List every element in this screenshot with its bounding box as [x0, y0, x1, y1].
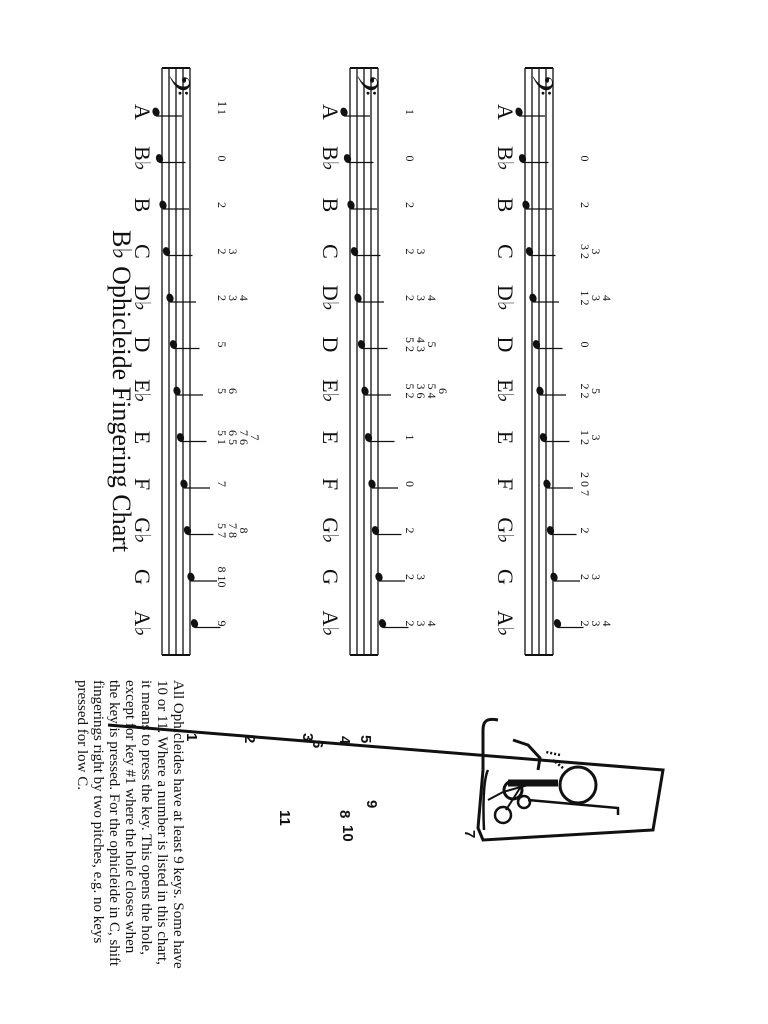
- key-9-cup: [495, 807, 511, 823]
- fingering-number: 5 4: [425, 383, 439, 399]
- staves: [130, 68, 614, 655]
- fingering-number: 2: [215, 295, 229, 301]
- fingering-number: 4: [600, 620, 614, 627]
- note-name: B♭: [493, 145, 518, 172]
- fingering-number: 3: [414, 574, 428, 580]
- fingering-number: 3: [226, 295, 240, 301]
- fingering-number: 0: [578, 341, 592, 348]
- note-name: C: [493, 244, 518, 259]
- note-name: E: [130, 430, 155, 445]
- fingering-number: 3: [589, 248, 603, 255]
- note-name: F: [130, 477, 155, 491]
- fingering-number: 5: [425, 341, 439, 348]
- key-3-lever: [513, 740, 540, 770]
- note-name: G♭: [130, 517, 155, 544]
- fingering-number: 1 2: [578, 430, 592, 445]
- note-name: G♭: [318, 517, 343, 544]
- fingering-number: 4: [600, 295, 614, 301]
- note-name: D♭: [318, 284, 343, 312]
- fingering-number: 7 6: [237, 430, 251, 445]
- fingering-number: 5 2: [403, 383, 417, 399]
- fingering-number: 2: [578, 574, 592, 580]
- staff-prefix-number: 1: [215, 100, 230, 108]
- fingering-number: 2: [215, 202, 229, 208]
- fingering-number: 3 6: [414, 383, 428, 399]
- fingering-number: 2: [403, 574, 417, 580]
- fingering-number: 1: [215, 109, 229, 115]
- fingering-number: 3: [414, 248, 428, 255]
- note-name: D: [130, 336, 155, 353]
- fingering-number: 2: [403, 248, 417, 255]
- fingering-number: 7: [248, 434, 262, 441]
- fingering-number: 5: [589, 388, 603, 394]
- fingering-number: 2 2: [578, 383, 592, 399]
- key-label-5: 5: [357, 735, 374, 744]
- note-name: G♭: [493, 517, 518, 544]
- fingering-number: 5 2: [403, 337, 417, 352]
- note-name: D♭: [130, 284, 155, 312]
- note-name: A: [130, 104, 155, 120]
- fingering-number: 7 8: [226, 523, 240, 538]
- fingering-number: 5 7: [215, 523, 229, 538]
- note-name: E♭: [130, 379, 155, 403]
- fingering-number: 9: [215, 620, 229, 627]
- fingering-number: 1: [403, 109, 417, 115]
- fingering-number: 3: [414, 620, 428, 627]
- fingering-number: 4 3: [414, 337, 428, 352]
- fingering-number: 3: [589, 295, 603, 301]
- note-name: A: [318, 104, 343, 120]
- staff-2: [318, 68, 450, 655]
- fingering-number: 1 2: [578, 290, 592, 306]
- note-name: A: [493, 104, 518, 120]
- note-name: B♭: [130, 145, 155, 172]
- fingering-number: 6: [226, 388, 240, 394]
- bass-clef-icon: 𝄢: [519, 74, 556, 96]
- chart-title: B♭ Ophicleide Fingering Chart: [107, 230, 136, 553]
- note-name: B♭: [318, 145, 343, 172]
- note-name: B: [318, 197, 343, 213]
- fingering-number: 3: [414, 295, 428, 301]
- note-name: E: [318, 430, 343, 445]
- fingering-number: 2: [215, 248, 229, 255]
- fingering-number: 3: [589, 620, 603, 627]
- ophicleide-bore: [483, 770, 618, 830]
- note-name: E♭: [493, 379, 518, 403]
- note-name: B: [130, 197, 155, 213]
- fingering-number: 5 1: [215, 430, 229, 445]
- fingering-number: 3: [589, 574, 603, 580]
- fingering-number: 1: [403, 434, 417, 441]
- fingering-number: 7: [215, 481, 229, 487]
- fingering-number: 4: [425, 295, 439, 301]
- note-name: G: [130, 569, 155, 585]
- fingering-number: 2: [403, 620, 417, 627]
- note-name: D♭: [493, 284, 518, 312]
- note-name: F: [493, 477, 518, 491]
- fingering-number: 8 10: [215, 566, 229, 588]
- note-name: C: [130, 244, 155, 259]
- bass-clef-icon: 𝄢: [344, 74, 381, 96]
- fingering-number: 2 0 7: [578, 472, 592, 496]
- key-label-8: 8: [336, 810, 353, 819]
- note-name: A♭: [493, 610, 518, 637]
- fingering-number: 4: [237, 295, 251, 301]
- fingering-number: 5: [215, 341, 229, 348]
- fingering-number: 8: [237, 527, 251, 534]
- key-label-6: 6: [309, 740, 326, 749]
- fingering-number: 2: [403, 527, 417, 534]
- note-name: F: [318, 477, 343, 491]
- key-label-7: 7: [461, 830, 478, 839]
- fingering-number: 6: [436, 388, 450, 394]
- note-name: A♭: [318, 610, 343, 637]
- note-name: E♭: [318, 379, 343, 403]
- fingering-number: 2: [403, 202, 417, 208]
- note-name: A♭: [130, 610, 155, 637]
- key-1-cup: [560, 767, 596, 803]
- note-name: G: [493, 569, 518, 585]
- note-name: B: [493, 197, 518, 213]
- note-name: E: [493, 430, 518, 445]
- staff-1: [130, 68, 262, 655]
- key-label-9: 9: [363, 800, 380, 809]
- staff-3: [493, 68, 614, 655]
- fingering-number: 3: [226, 248, 240, 255]
- fingering-number: 0: [215, 155, 229, 162]
- key-8-cup: [518, 796, 530, 808]
- bass-clef-icon: 𝄢: [156, 74, 193, 96]
- key-label-3: 3: [299, 733, 316, 742]
- fingering-number: 2: [578, 527, 592, 534]
- fingering-number: 6 5: [226, 430, 240, 445]
- note-name: D: [318, 336, 343, 353]
- note-name: G: [318, 569, 343, 585]
- key-label-10: 10: [339, 825, 356, 842]
- fingering-number: 4: [425, 620, 439, 627]
- fingering-number: 2: [403, 295, 417, 301]
- key-label-4: 4: [336, 736, 353, 745]
- fingering-number: 2: [578, 202, 592, 208]
- note-name: D: [493, 336, 518, 353]
- note-name: C: [318, 244, 343, 259]
- chart-caption: All Ophicleides have at least 9 keys. Some have 10 or 11. Where a number is listed in this chart, it means to press the key. This opens the hole, except for key #1 where the hole closes when the key is pressed. For the ophicleide in C, shift fingerings right by two pitches, e.g. no keys pressed for low C.: [74, 680, 186, 969]
- key-label-11: 11: [276, 810, 293, 826]
- fingering-number: 0: [403, 155, 417, 162]
- fingering-number: 3: [589, 434, 603, 441]
- fingering-number: 0: [578, 155, 592, 162]
- fingering-number: 3 2: [578, 244, 592, 259]
- key-label-1: 1: [183, 733, 200, 742]
- fingering-number: 0: [403, 481, 417, 487]
- fingering-number: 5: [215, 388, 229, 394]
- key-label-2: 2: [241, 735, 258, 744]
- fingering-number: 2: [578, 620, 592, 627]
